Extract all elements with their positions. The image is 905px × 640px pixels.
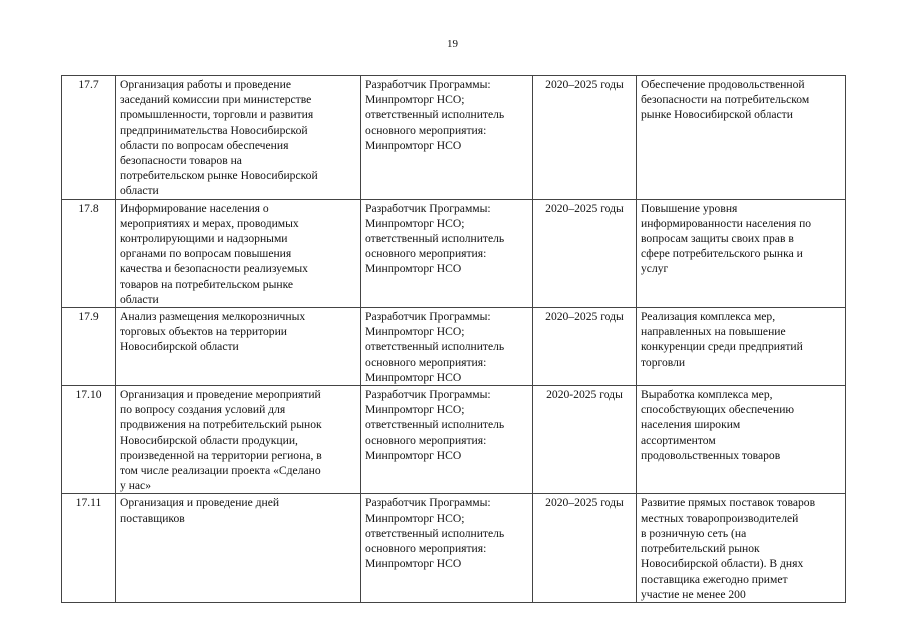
row-number: 17.7 [62, 76, 116, 200]
row-number: 17.11 [62, 494, 116, 602]
activity-cell: Организация и проведение дней поставщиков [116, 494, 361, 602]
activity-cell: Анализ размещения мелкорозничных торговых объектов на территории Новосибирской области [116, 308, 361, 386]
page-number: 19 [447, 38, 458, 50]
table-row [62, 76, 846, 200]
period-cell: 2020–2025 годы [533, 308, 637, 386]
executor-cell: Разработчик Программы: Минпромторг НСО; ответственный исполнитель основного мероприятия: Минпромторг НСО [361, 386, 533, 494]
executor-cell: Разработчик Программы: Минпромторг НСО; ответственный исполнитель основного мероприятия: Минпромторг НСО [361, 494, 533, 602]
activity-cell: Информирование населения о мероприятиях и мерах, проводимых контролирующими и надзорными органами по вопросам повышения качества и безопасности реализуемых товаров на потребительском рынке области [116, 199, 361, 307]
period-cell: 2020–2025 годы [533, 199, 637, 307]
row-number: 17.9 [62, 308, 116, 386]
table-row [62, 494, 846, 602]
program-activities-table [61, 75, 846, 603]
period-cell: 2020-2025 годы [533, 386, 637, 494]
table-row [62, 199, 846, 307]
result-cell: Повышение уровня информированности населения по вопросам защиты своих прав в сфере потребительского рынка и услуг [637, 199, 846, 307]
table-row [62, 308, 846, 386]
result-cell: Выработка комплекса мер, способствующих обеспечению населения широким ассортиментом продовольственных товаров [637, 386, 846, 494]
result-cell: Обеспечение продовольственной безопасности на потребительском рынке Новосибирской области [637, 76, 846, 200]
executor-cell: Разработчик Программы: Минпромторг НСО; ответственный исполнитель основного мероприятия: Минпромторг НСО [361, 76, 533, 200]
result-cell: Развитие прямых поставок товаров местных товаропроизводителей в розничную сеть (на потребительский рынок Новосибирской области). В днях поставщика ежегодно примет участие не менее 200 [637, 494, 846, 602]
executor-cell: Разработчик Программы: Минпромторг НСО; ответственный исполнитель основного мероприятия: Минпромторг НСО [361, 199, 533, 307]
row-number: 17.8 [62, 199, 116, 307]
period-cell: 2020–2025 годы [533, 76, 637, 200]
row-number: 17.10 [62, 386, 116, 494]
table-row [62, 386, 846, 494]
executor-cell: Разработчик Программы: Минпромторг НСО; ответственный исполнитель основного мероприятия: Минпромторг НСО [361, 308, 533, 386]
activity-cell: Организация и проведение мероприятий по вопросу создания условий для продвижения на потребительский рынок Новосибирской области продукции, произведенной на территории региона, в том числе реализации проекта «Сделано у нас» [116, 386, 361, 494]
activity-cell: Организация работы и проведение заседаний комиссии при министерстве промышленности, торговли и развития предпринимательства Новосибирской области по вопросам обеспечения безопасности товаров на потребительском рынке Новосибирской области [116, 76, 361, 200]
result-cell: Реализация комплекса мер, направленных на повышение конкуренции среди предприятий торговли [637, 308, 846, 386]
period-cell: 2020–2025 годы [533, 494, 637, 602]
